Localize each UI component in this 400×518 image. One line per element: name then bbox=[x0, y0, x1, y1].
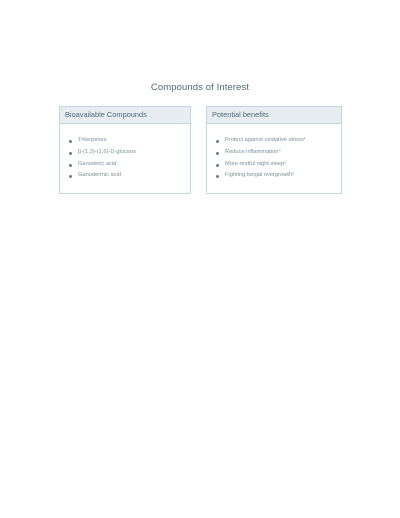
compounds-card-heading: Bioavailable Compounds bbox=[60, 107, 190, 124]
benefits-card bbox=[206, 106, 342, 194]
benefit-item-label: Fighting fungal overgrowth⁶ bbox=[225, 172, 295, 179]
bullet-icon bbox=[69, 175, 72, 178]
bullet-icon bbox=[69, 152, 72, 155]
benefit-item-label: More restful night sleep⁵ bbox=[225, 160, 287, 167]
list-item bbox=[68, 159, 190, 171]
compound-item-label: Triterpenes bbox=[78, 137, 107, 143]
bullet-icon bbox=[69, 164, 72, 167]
list-item bbox=[215, 147, 341, 159]
compounds-list bbox=[60, 124, 190, 182]
list-item bbox=[68, 147, 190, 159]
benefit-item-label: Reduce inflammation⁴ bbox=[225, 148, 281, 155]
benefits-card-heading: Potential benefits bbox=[207, 107, 341, 124]
list-item bbox=[215, 135, 341, 147]
bullet-icon bbox=[216, 164, 219, 167]
compound-item-label: Ganoderic acid bbox=[78, 160, 117, 167]
bullet-icon bbox=[216, 175, 219, 178]
compounds-card bbox=[59, 106, 191, 194]
benefits-list bbox=[207, 124, 341, 182]
list-item bbox=[68, 170, 190, 182]
benefit-item-label: Protect against oxidative stress¹ bbox=[225, 137, 306, 143]
list-item bbox=[215, 170, 341, 182]
list-item bbox=[215, 159, 341, 171]
page-title: Compounds of Interest bbox=[150, 82, 250, 93]
bullet-icon bbox=[216, 152, 219, 155]
compound-item-label: β-(1,3)-(1,6)-D-glucans bbox=[78, 148, 136, 155]
bullet-icon bbox=[69, 140, 72, 143]
bullet-icon bbox=[216, 140, 219, 143]
compound-item-label: Ganodermic acid bbox=[78, 172, 121, 179]
list-item bbox=[68, 135, 190, 147]
